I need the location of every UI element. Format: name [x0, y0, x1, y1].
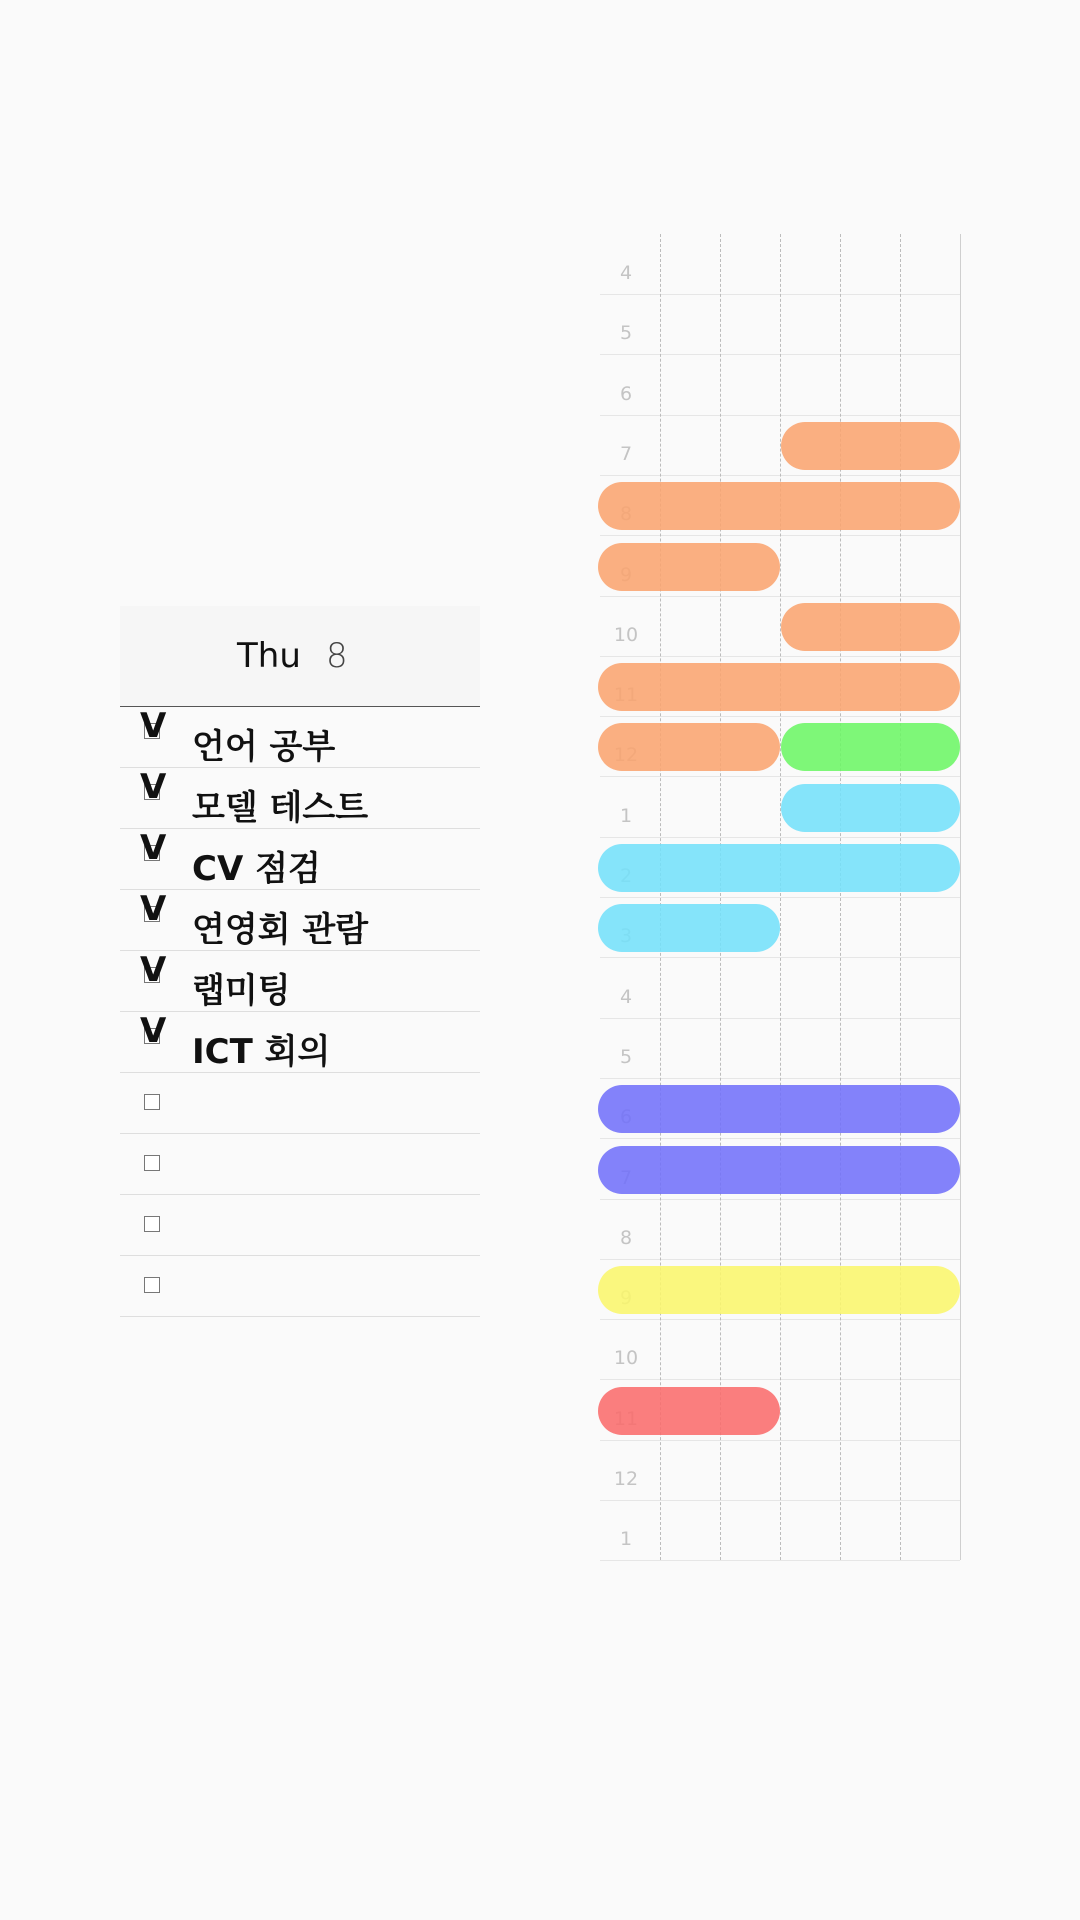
time-block[interactable] [781, 603, 960, 651]
checkmark-icon: V [140, 767, 167, 807]
todo-item[interactable] [120, 707, 480, 768]
hour-label: 10 [613, 1347, 639, 1370]
time-block[interactable] [781, 723, 960, 771]
todo-text: 랩미팅 [192, 971, 291, 1011]
hour-label: 6 [619, 382, 633, 405]
time-block[interactable] [598, 844, 960, 892]
todo-item[interactable] [120, 890, 480, 951]
hour-label: 7 [619, 442, 633, 465]
checkmark-icon: V [140, 889, 167, 929]
checkmark-icon: V [140, 828, 167, 868]
todo-item[interactable] [120, 1073, 480, 1134]
todo-item[interactable] [120, 1256, 480, 1317]
todo-text: 언어 공부 [192, 727, 336, 767]
checkmark-icon: V [140, 950, 167, 990]
todo-item[interactable] [120, 768, 480, 829]
hour-label: 5 [619, 322, 633, 345]
checkbox[interactable] [144, 1155, 160, 1171]
ten-minute-gridline [960, 234, 961, 1560]
hour-label: 1 [619, 804, 633, 827]
todo-text: 연영회 관람 [192, 910, 369, 950]
hour-label: 8 [619, 1226, 633, 1249]
hour-label: 4 [619, 262, 633, 284]
todo-item[interactable] [120, 1195, 480, 1256]
day-name: Thu [237, 636, 301, 676]
time-block[interactable] [598, 482, 960, 530]
todo-item[interactable] [120, 1012, 480, 1073]
todo-item[interactable] [120, 1134, 480, 1195]
timeline [600, 234, 960, 1560]
day-header [120, 606, 480, 707]
ten-minute-gridline [660, 234, 661, 1560]
time-block[interactable] [598, 1266, 960, 1314]
day-checklist [120, 606, 480, 1317]
time-block[interactable] [781, 784, 960, 832]
hour-label: 5 [619, 1045, 633, 1068]
time-block[interactable] [598, 1146, 960, 1194]
time-block[interactable] [598, 663, 960, 711]
todo-text: 모델 테스트 [192, 788, 369, 828]
time-block[interactable] [598, 543, 780, 591]
todo-item[interactable] [120, 829, 480, 890]
todo-list [120, 707, 480, 1317]
time-block[interactable] [598, 904, 780, 952]
time-block[interactable] [598, 1387, 780, 1435]
checkbox[interactable] [144, 1216, 160, 1232]
ten-minute-gridline [780, 234, 781, 1560]
hour-label: 10 [613, 623, 639, 646]
day-number: 8 [326, 636, 348, 676]
checkmark-icon: V [140, 1011, 167, 1051]
time-block[interactable] [598, 723, 780, 771]
checkbox[interactable] [144, 1094, 160, 1110]
ten-minute-gridline [720, 234, 721, 1560]
todo-text: CV 점검 [192, 849, 321, 889]
todo-text: ICT 회의 [192, 1032, 331, 1072]
todo-item[interactable] [120, 951, 480, 1012]
hour-label: 12 [613, 1468, 639, 1490]
time-block[interactable] [598, 1085, 960, 1133]
hour-label: 4 [619, 985, 633, 1008]
checkmark-icon: V [140, 706, 167, 746]
hour-label: 1 [619, 1528, 633, 1551]
time-block[interactable] [781, 422, 960, 470]
checkbox[interactable] [144, 1277, 160, 1293]
